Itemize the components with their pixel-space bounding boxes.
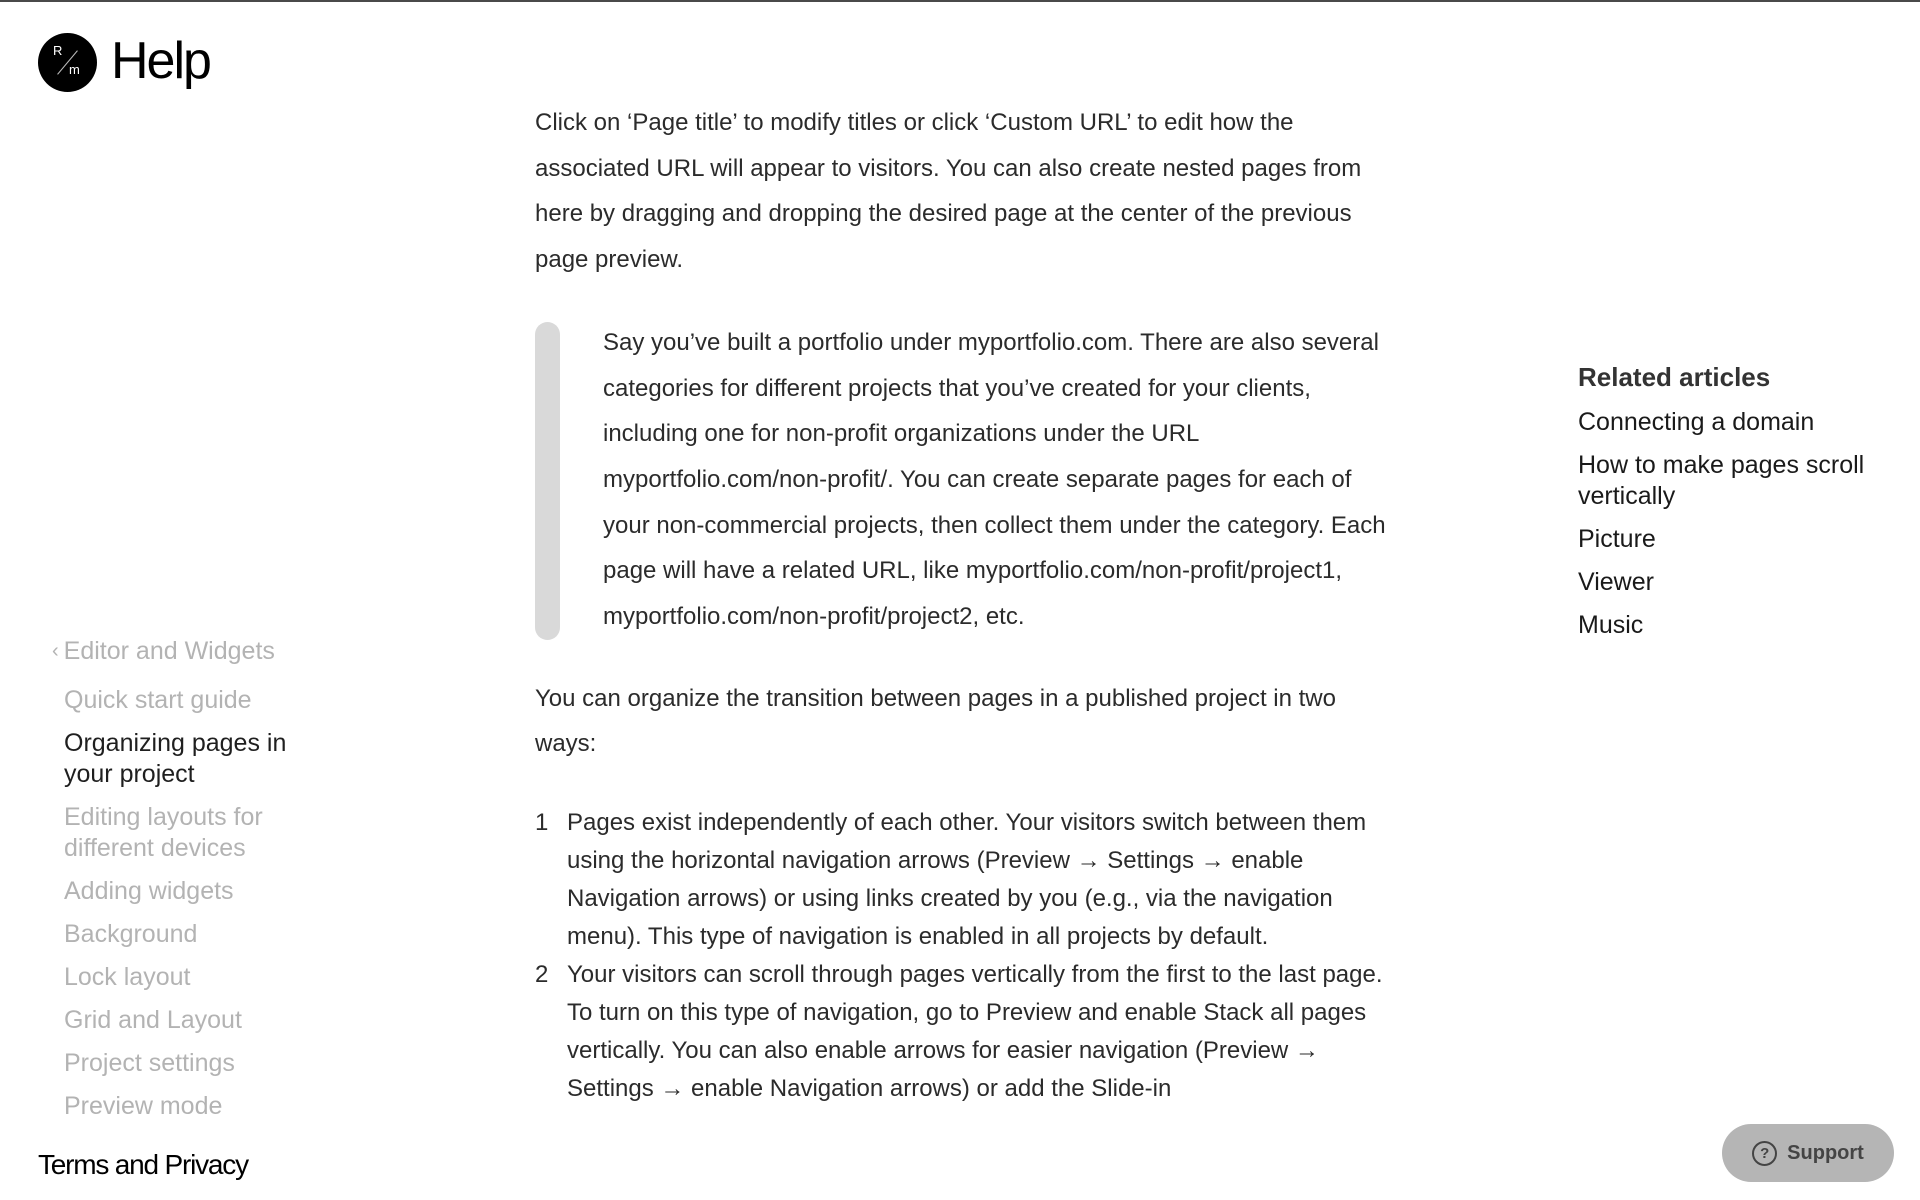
sidebar-item-project-settings[interactable]: Project settings (64, 1049, 235, 1077)
intro-paragraph: Click on ‘Page title’ to modify titles or click ‘Custom URL’ to edit how the associated URL will appear to visitors. You can also create nested pages from here by dragging and dropping the desired page at the center of the previous page preview. (535, 109, 1362, 274)
support-button[interactable] (1722, 1124, 1894, 1182)
sidebar-item-preview-mode[interactable]: Preview mode (64, 1092, 223, 1120)
related-articles-heading: Related articles (1578, 362, 1771, 392)
sidebar-nav (64, 685, 324, 1134)
list-item-number: 1 (535, 809, 549, 837)
list-item-text: Your visitors can scroll through pages vertically from the first to the last page. To turn on this type of navigation, go to Preview and enable Stack all pages vertically. You can also enable arrows for easier navigation (Preview → Settings → enable Navigation arrows) or add the Slide-in (567, 961, 1383, 1103)
page-title[interactable]: Help (111, 32, 210, 90)
blockquote-text: Say you’ve built a portfolio under myportfolio.com. There are also several categories for different projects that you’ve created for your clients, including one for non-profit organizations under the URL myportfolio.com/non-profit/. You can create separate pages for each of your non-commercial projects, then collect them under the category. Each page will have a related URL, like myportfolio.com/non-profit/project1, myportfolio.com/non-profit/project2, etc. (603, 328, 1386, 631)
steps-list (535, 804, 1395, 1108)
back-link-label: Editor and Widgets (63, 637, 275, 665)
sidebar-item-editing-layouts[interactable]: Editing layouts for different devices (64, 803, 263, 862)
sidebar-item-adding-widgets[interactable]: Adding widgets (64, 877, 234, 905)
chevron-left-icon: ‹ (52, 640, 59, 662)
related-articles (1578, 361, 1878, 653)
sidebar (0, 0, 330, 1200)
related-link-scroll-vertically[interactable]: How to make pages scroll vertically (1578, 451, 1865, 510)
logo-letter-r: R (53, 43, 63, 58)
example-blockquote (535, 320, 1395, 640)
sidebar-item-grid-and-layout[interactable]: Grid and Layout (64, 1006, 242, 1034)
sidebar-item-lock-layout[interactable]: Lock layout (64, 963, 191, 991)
sidebar-item-background[interactable]: Background (64, 920, 198, 948)
sidebar-item-quick-start-guide[interactable]: Quick start guide (64, 686, 252, 714)
list-item-number: 2 (535, 961, 549, 989)
blockquote-bar (535, 322, 560, 640)
list-item (535, 956, 1395, 1108)
related-link-viewer[interactable]: Viewer (1578, 568, 1654, 596)
related-link-connecting-a-domain[interactable]: Connecting a domain (1578, 408, 1815, 436)
related-articles-list (1578, 407, 1878, 641)
related-link-music[interactable]: Music (1578, 611, 1644, 639)
list-item (535, 804, 1395, 956)
list-item-text: Pages exist independently of each other. Your visitors switch between them using the horizontal navigation arrows (Preview → Settings → enable Navigation arrows) or using links created by you (e.g., via the navigation menu). This type of navigation is enabled in all projects by default. (567, 809, 1367, 951)
question-circle-icon: ? (1752, 1141, 1777, 1166)
transition-paragraph: You can organize the transition between pages in a published project in two ways: (535, 684, 1336, 758)
logo-letter-m: m (69, 62, 80, 77)
sidebar-item-organizing-pages[interactable]: Organizing pages in your project (64, 729, 287, 788)
back-link-editor-and-widgets[interactable] (52, 636, 275, 669)
terms-and-privacy-link[interactable]: Terms and Privacy (38, 1149, 248, 1180)
article-body (535, 100, 1395, 1108)
support-label: Support (1787, 1141, 1864, 1164)
related-link-picture[interactable]: Picture (1578, 525, 1656, 553)
